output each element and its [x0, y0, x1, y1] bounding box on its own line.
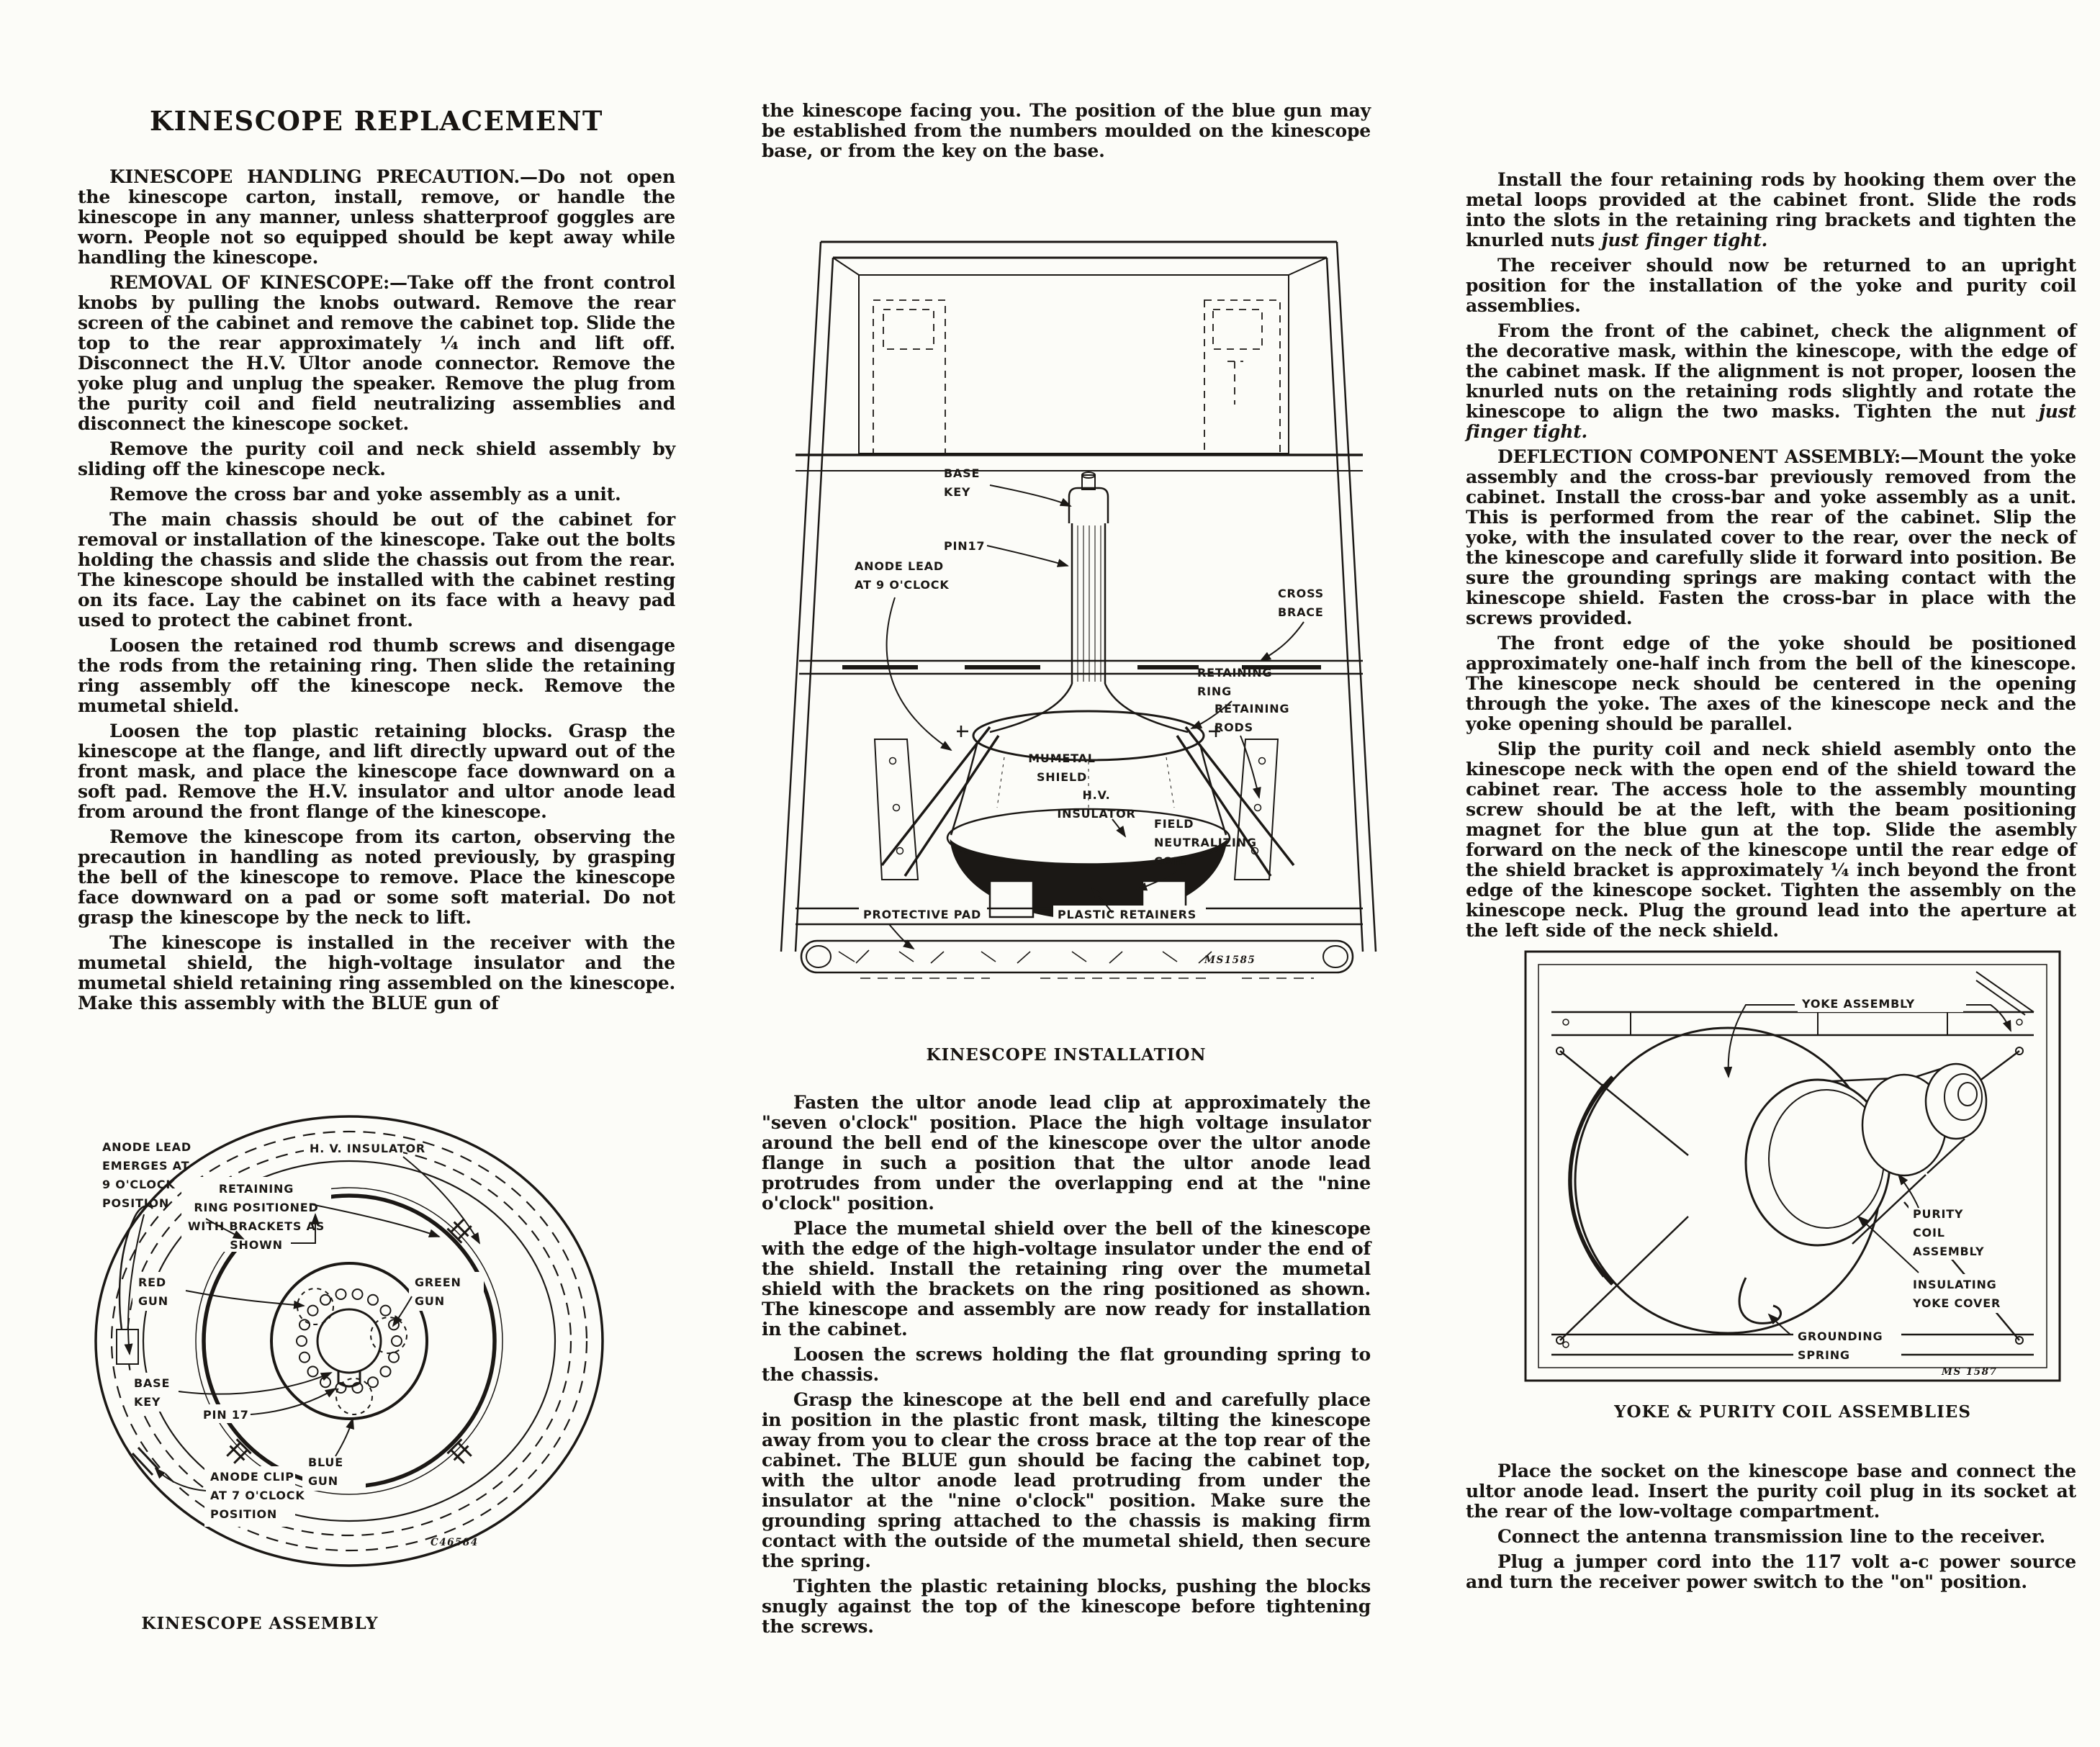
- paragraph: Install the four retaining rods by hooking them over the metal loops provided at the cabinet front. Slide the rods into the slots in the retaining ring brackets and tighten the knurled nuts just finger tight.: [1466, 169, 2076, 250]
- left-column-text: [78, 167, 675, 1019]
- paragraph: Loosen the top plastic retaining blocks. Grasp the kinescope at the flange, and lift directly upward out of the front mask, and place the kinescope face downward on a soft pad. Remove the H.V. insulator and ultor anode lead from around the front flange of the kinescope.: [78, 721, 675, 822]
- paragraph: Place the mumetal shield over the bell of the kinescope with the edge of the high-voltage insulator under the end of the shield. Install the retaining ring over the mumetal shield with the brackets on the ring positioned as shown. The kinescope and assembly are now ready for installation in the cabinet.: [762, 1218, 1371, 1340]
- label-purity-coil-assembly: PURITY COIL ASSEMBLY: [1913, 1207, 1985, 1258]
- page-title: KINESCOPE REPLACEMENT: [150, 105, 603, 137]
- middle-column-text: [762, 1093, 1371, 1642]
- paragraph: Remove the kinescope from its carton, observing the precaution in handling as noted previously, by grasping the bell of the kinescope to remove. Place the kinescope face downward on a pad or some soft material. Do not grasp the kinescope by the neck to lift.: [78, 826, 675, 928]
- paragraph: Place the socket on the kinescope base and connect the ultor anode lead. Insert the purity coil plug in its socket at the rear of the low-voltage compartment.: [1466, 1461, 2076, 1522]
- label-base-key: BASE KEY: [944, 466, 981, 499]
- label-plastic-retainers: PLASTIC RETAINERS: [1058, 908, 1197, 921]
- label-retaining-ring-positioned: RETAINING RING POSITIONED WITH BRACKETS AS SHOWN: [187, 1182, 325, 1252]
- label-blue-gun: BLUE GUN: [308, 1455, 343, 1488]
- paragraph: The receiver should now be returned to an upright position for the installation of the yoke and purity coil assemblies.: [1466, 255, 2076, 316]
- paragraph: Loosen the screws holding the flat grounding spring to the chassis.: [762, 1344, 1371, 1385]
- label-protective-pad: PROTECTIVE PAD: [863, 908, 982, 921]
- paragraph: DEFLECTION COMPONENT ASSEMBLY:—Mount the yoke assembly and the cross-bar previously removed from the cabinet. Install the cross-bar and yoke assembly as a unit. This is performed from the rear of the cabinet. Slip the yoke, with the insulated cover to the rear, over the neck of the kinescope and carefully slide it forward into position. Be sure the grounding springs are making contact with the kinescope shield. Fasten the cross-bar in place with the screws provided.: [1466, 446, 2076, 628]
- label-retaining-ring: RETAINING RING: [1197, 666, 1273, 698]
- paragraph: the kinescope facing you. The position of the blue gun may be established from the numbers moulded on the kinescope base, or from the key on the base.: [762, 100, 1371, 161]
- kinescope-assembly-figure: [72, 1098, 634, 1602]
- label-grounding-spring: GROUNDING SPRING: [1798, 1330, 1883, 1362]
- label-anode-lead: ANODE LEAD AT 9 O'CLOCK: [855, 559, 950, 592]
- label-field-neutralizing-coil: FIELD NEUTRALIZING COIL: [1154, 817, 1257, 868]
- paragraph: Fasten the ultor anode lead clip at approximately the "seven o'clock" position. Place the high voltage insulator around the bell end of the kinescope over the ultor anode flange in such a position that the ultor anode lead protrudes from under the overlapping end at the "nine o'clock" position.: [762, 1092, 1371, 1214]
- right-column-bottom-text: [1466, 1461, 2076, 1597]
- label-mumetal-shield: MUMETAL SHIELD: [1028, 751, 1096, 784]
- label-insulating-yoke-cover: INSULATING YOKE COVER: [1913, 1278, 2001, 1310]
- right-column-text: [1466, 170, 2076, 946]
- label-green-gun: GREEN GUN: [415, 1276, 461, 1308]
- figure-number: MS 1587: [1942, 1366, 1998, 1378]
- yoke-purity-caption: YOKE & PURITY COIL ASSEMBLIES: [1614, 1402, 1971, 1422]
- label-retaining-rods: RETAINING RODS: [1215, 702, 1290, 734]
- paragraph: KINESCOPE HANDLING PRECAUTION.—Do not open the kinescope carton, install, remove, or handle the kinescope in any manner, unless shatterproof goggles are worn. People not so equipped should be kept away while handling the kinescope.: [78, 166, 675, 268]
- label-hv-insulator: H.V. INSULATOR: [1057, 788, 1136, 821]
- figure-number: C46584: [431, 1537, 479, 1548]
- paragraph: From the front of the cabinet, check the alignment of the decorative mask, within the kinescope, with the edge of the cabinet mask. If the alignment is not proper, loosen the knurled nuts on the retaining rods slightly and rotate the kinescope to align the two masks. Tighten the nut just finger tight.: [1466, 320, 2076, 442]
- paragraph: The main chassis should be out of the cabinet for removal or installation of the kinescope. Take out the bolts holding the chassis and slide the chassis out from the rear. The kinescope should be installed with the cabinet resting on its face. Lay the cabinet on its face with a heavy pad used to protect the cabinet front.: [78, 509, 675, 631]
- label-cross-brace: CROSS BRACE: [1278, 587, 1324, 619]
- paragraph: Plug a jumper cord into the 117 volt a-c power source and turn the receiver power switch to the "on" position.: [1466, 1551, 2076, 1592]
- figure-line-art: [1526, 952, 2060, 1381]
- kinescope-assembly-caption: KINESCOPE ASSEMBLY: [141, 1614, 379, 1633]
- label-yoke-assembly: YOKE ASSEMBLY: [1802, 997, 1915, 1011]
- figure-number: MS1585: [1204, 954, 1256, 966]
- paragraph: The front edge of the yoke should be positioned approximately one-half inch from the bell of the kinescope. The kinescope neck should be centered in the opening through the yoke. The axes of the kinescope neck and the yoke opening should be parallel.: [1466, 633, 2076, 734]
- paragraph: REMOVAL OF KINESCOPE:—Take off the front control knobs by pulling the knobs outward. Remove the rear screen of the cabinet and remove the cabinet top. Slide the top to the rear approximately ¼ inch and lift off. Disconnect the H.V. Ultor anode connector. Remove the yoke plug and unplug the speaker. Remove the plug from the purity coil and field neutralizing assemblies and disconnect the kinescope socket.: [78, 272, 675, 434]
- middle-column-intro: [762, 101, 1371, 166]
- label-pin17: PIN 17: [203, 1408, 249, 1422]
- label-base-key: BASE KEY: [134, 1376, 171, 1409]
- label-pin17: PIN17: [944, 539, 986, 553]
- paragraph: Grasp the kinescope at the bell end and carefully place in position in the plastic front mask, tilting the kinescope away from you to clear the cross brace at the top rear of the cabinet. The BLUE gun should be facing the cabinet top, with the ultor anode lead protruding from under the insulator at the "nine o'clock" position. Make sure the grounding spring attached to the chassis is making firm contact with the outside of the mumetal shield, then secure the spring.: [762, 1389, 1371, 1571]
- kinescope-installation-figure: [774, 232, 1382, 980]
- label-anode-clip: ANODE CLIP AT 7 O'CLOCK POSITION: [210, 1470, 305, 1521]
- label-anode-lead-emerges: ANODE LEAD EMERGES AT 9 O'CLOCK POSITION: [102, 1140, 191, 1210]
- paragraph: Slip the purity coil and neck shield asembly onto the kinescope neck with the open end of the shield toward the cabinet rear. The access hole to the assembly mounting screw should be at the left, with the beam positioning magnet for the blue gun at the top. Slide the asembly forward on the neck of the kinescope until the rear edge of the shield bracket is approximately ¼ inch beyond the front edge of the kinescope socket. Tighten the assembly on the kinescope neck. Plug the ground lead into the aperture at the left side of the neck shield.: [1466, 739, 2076, 941]
- paragraph: The kinescope is installed in the receiver with the mumetal shield, the high-voltage insulator and the mumetal shield retaining ring assembled on the kinescope. Make this assembly with the BLUE gun of: [78, 932, 675, 1014]
- paragraph: Remove the purity coil and neck shield assembly by sliding off the kinescope neck.: [78, 438, 675, 479]
- paragraph: Loosen the retained rod thumb screws and disengage the rods from the retaining ring. Then slide the retaining ring assembly off the kinescope neck. Remove the mumetal shield.: [78, 635, 675, 716]
- paragraph: Tighten the plastic retaining blocks, pushing the blocks snugly against the top of the kinescope before tightening the screws.: [762, 1576, 1371, 1637]
- label-hv-insulator: H. V. INSULATOR: [310, 1142, 426, 1155]
- kinescope-installation-heading: KINESCOPE INSTALLATION: [926, 1045, 1207, 1065]
- yoke-purity-coil-figure: [1515, 943, 2070, 1389]
- paragraph: Connect the antenna transmission line to the receiver.: [1497, 1526, 2045, 1547]
- paragraph: Remove the cross bar and yoke assembly as a unit.: [109, 484, 621, 505]
- label-red-gun: RED GUN: [138, 1276, 168, 1308]
